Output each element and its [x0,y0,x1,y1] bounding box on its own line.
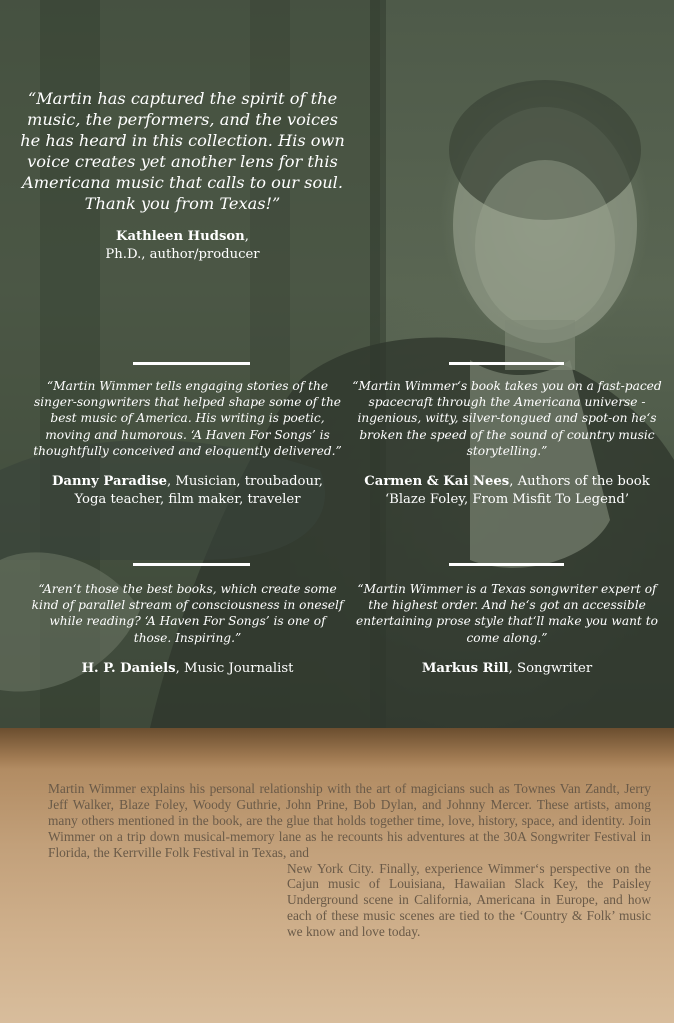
author-name: H. P. Daniels [81,660,176,676]
author-name: Carmen & Kai Nees [364,474,510,490]
quote-markus-rill [350,581,664,678]
quote-hp-daniels [30,581,345,678]
author-name: Danny Paradise [51,474,168,490]
book-description [48,781,651,940]
author-name: Kathleen Hudson [116,229,245,244]
quote-attribution [20,228,345,264]
author-role: , Music Journalist [175,660,294,676]
author-role-line2: ‘Blaze Foley, From Misfit To Legend’ [384,492,630,508]
divider-rule [449,563,564,566]
author-role: , [244,229,249,244]
quote-attribution [30,473,345,509]
quote-text: “Aren‘t those the best books, which create some kind of parallel stream of consciousness in oneself while reading? ‘A Haven For Songs’ is one of those. Inspiring.” [31,582,344,645]
author-name: Markus Rill [421,660,509,676]
divider-rule [133,362,250,365]
quote-attribution [350,473,664,509]
quote-kathleen-hudson [20,88,345,264]
author-role: , Authors of the book [509,474,650,490]
description-band [0,728,674,1023]
author-role-line2: Ph.D., author/producer [105,247,260,262]
quote-text: “Martin has captured the spirit of the music, the performers, and the voices he has heard in this collection. His own voice creates yet another lens for this Americana music that calls to our soul. Thank you from Texas!” [20,89,345,213]
author-role: , Musician, troubadour, [167,474,324,490]
quote-text: “Martin Wimmer‘s book takes you on a fast-paced spacecraft through the Americana universe - ingenious, witty, silver-tongued and spot-on he‘s broken the speed of the sound of country music storytelling.” [352,379,662,458]
divider-rule [449,362,564,365]
divider-rule [133,563,250,566]
quote-attribution [30,660,345,678]
description-paragraph-part2: New York City. Finally, experience Wimmer‘s perspective on the Cajun music of Louisiana, Hawaiian Slack Key, the Paisley Underground scene in California, Americana in Europe, and how each of these music scenes are tied to the ‘Country & Folk’ music we know and love today. [287,860,651,940]
quote-danny-paradise [30,378,345,509]
description-paragraph-part1: Martin Wimmer explains his personal relationship with the art of magicians such as Townes Van Zandt, Jerry Jeff Walker, Blaze Foley, Woody Guthrie, John Prine, Bob Dylan, and Johnny Mercer. These artists, among many others mentioned in the book, are the glue that holds together time, love, history, space, and identity. Join Wimmer on a trip down musical-memory lane as he recounts his adventures at the 30A Songwriter Festival in Florida, the Kerrville Folk Festival in Texas, and [48,781,651,860]
author-role-line2: Yoga teacher, film maker, traveler [74,492,301,508]
author-role: , Songwriter [508,660,593,676]
quote-text: “Martin Wimmer is a Texas songwriter expert of the highest order. And he‘s got an accessible entertaining prose style that‘ll make you want to come along.” [356,582,658,645]
quote-text: “Martin Wimmer tells engaging stories of the singer-songwriters that helped shape some of the best music of America. His writing is poetic, moving and humorous. ‘A Haven For Songs’ is thoughtfully conceived and eloquently delivered.” [33,379,342,458]
quote-attribution [350,660,664,678]
quote-carmen-kai-nees [350,378,664,509]
